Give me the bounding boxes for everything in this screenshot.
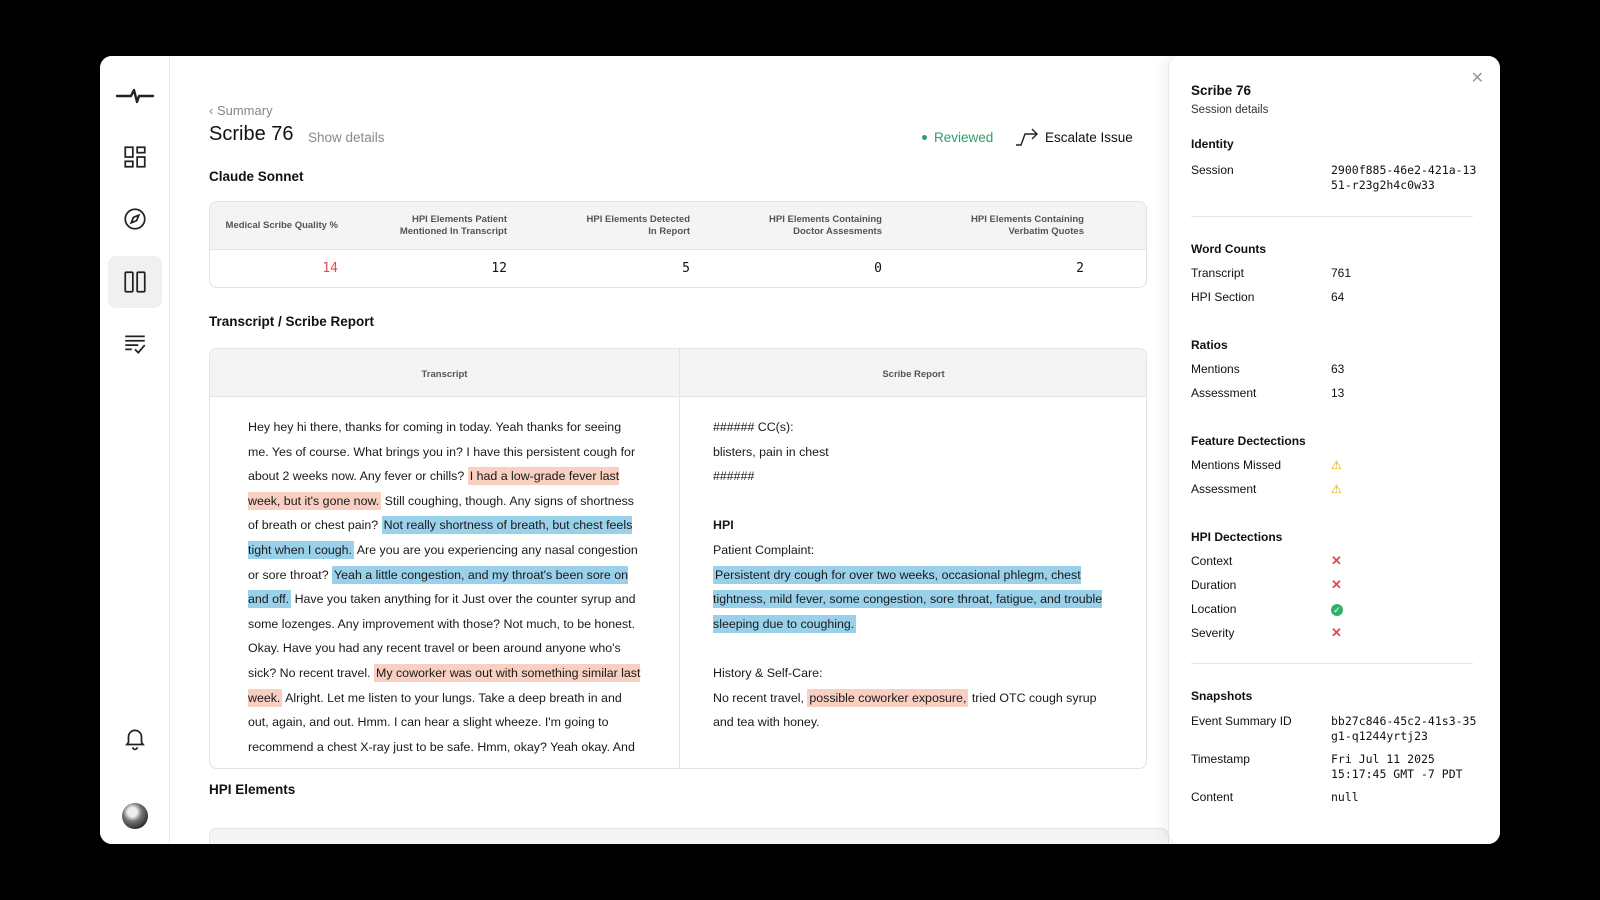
transcript-segment: Still coughing, though. Any signs of shortness of breath or chest pain? bbox=[248, 493, 634, 533]
assessment-ratio-value: 13 bbox=[1331, 386, 1345, 400]
hpi-elements-table bbox=[209, 828, 1169, 844]
report-hpi-heading: HPI bbox=[713, 518, 734, 533]
metrics-header bbox=[210, 202, 1146, 250]
divider bbox=[1191, 216, 1473, 217]
transcript-report-panel bbox=[209, 348, 1147, 769]
event-id-value: bb27c846-45c2-41s3-35g1-q1244yrtj23 bbox=[1331, 714, 1477, 743]
report-history-highlight: possible coworker exposure, bbox=[809, 690, 967, 705]
ratios-heading: Ratios bbox=[1191, 338, 1228, 352]
bell-icon[interactable] bbox=[108, 712, 162, 764]
report-complaint-label: Patient Complaint: bbox=[713, 542, 815, 557]
escalate-button[interactable] bbox=[1015, 128, 1133, 146]
transcript-segment: Are you are you experiencing any nasal congestion or sore throat? bbox=[248, 542, 638, 582]
columns-icon[interactable] bbox=[108, 256, 162, 308]
fail-x-icon: ✕ bbox=[1331, 553, 1342, 568]
metric-value-mentioned: 12 bbox=[491, 261, 507, 276]
column-divider bbox=[679, 349, 680, 768]
sidebar-nav bbox=[100, 56, 170, 844]
column-transcript: Transcript bbox=[421, 369, 468, 380]
page-title: Scribe 76 bbox=[209, 123, 294, 145]
metric-header-assessments: HPI Elements Containing Doctor Assesments bbox=[769, 214, 882, 237]
session-details-panel bbox=[1168, 56, 1500, 844]
escalate-label[interactable]: Escalate Issue bbox=[1045, 129, 1133, 145]
warning-icon: ⚠ bbox=[1331, 458, 1342, 472]
fail-x-icon: ✕ bbox=[1331, 577, 1342, 592]
transcript-highlight: I had a low-grade fever last week, but it's gone now. bbox=[248, 469, 620, 508]
model-section-title: Claude Sonnet bbox=[209, 169, 304, 184]
dashboard-icon[interactable] bbox=[108, 131, 162, 183]
breadcrumb-label[interactable]: Summary bbox=[216, 103, 273, 118]
transcript-count-value: 761 bbox=[1331, 266, 1352, 280]
report-cc-text: blisters, pain in chest bbox=[713, 444, 829, 459]
snapshots-heading: Snapshots bbox=[1191, 689, 1253, 703]
hpi-item-duration: Duration bbox=[1191, 578, 1237, 592]
metric-value-assessments: 0 bbox=[874, 261, 882, 276]
hpi-count-label: HPI Section bbox=[1191, 290, 1255, 304]
main-content bbox=[170, 56, 1170, 844]
status-dot bbox=[922, 135, 927, 140]
fail-x-icon: ✕ bbox=[1331, 625, 1342, 640]
report-complaint-text: Persistent dry cough for over two weeks, occasional phlegm, chest tightness, mild fever, some congestion, sore throat, fatigue, and trouble sleeping due to coughing. bbox=[713, 567, 1103, 631]
app-window bbox=[100, 56, 1500, 844]
transcript-highlight: Yeah a little congestion, and my throat's been sore on and off. bbox=[248, 567, 628, 607]
status-label: Reviewed bbox=[934, 130, 994, 145]
metric-header-detected: HPI Elements Detected In Report bbox=[586, 214, 690, 237]
metric-value-detected: 5 bbox=[682, 261, 690, 276]
assessment-ratio-label: Assessment bbox=[1191, 386, 1257, 400]
compass-icon[interactable] bbox=[108, 193, 162, 245]
panel-subtitle: Session details bbox=[1191, 104, 1269, 116]
mentions-label: Mentions bbox=[1191, 362, 1240, 376]
report-history-text: No recent travel, possible coworker exposure, tried OTC cough syrup and tea with honey. bbox=[713, 690, 1097, 730]
transcript-highlight: My coworker was out with something similar last week. bbox=[248, 665, 641, 705]
hpi-elements-title: HPI Elements bbox=[209, 782, 296, 797]
mentions-missed-label: Mentions Missed bbox=[1191, 458, 1282, 472]
checklist-icon[interactable] bbox=[108, 318, 162, 370]
hpi-item-context: Context bbox=[1191, 554, 1233, 568]
report-cc-end: ###### bbox=[713, 469, 755, 484]
word-counts-heading: Word Counts bbox=[1191, 242, 1267, 256]
logo-icon[interactable] bbox=[108, 70, 162, 122]
report-history-label: History & Self-Care: bbox=[713, 665, 823, 680]
close-icon[interactable]: ✕ bbox=[1470, 70, 1484, 87]
panel-title: Scribe 76 bbox=[1191, 83, 1252, 98]
breadcrumb[interactable]: ‹ Summary bbox=[209, 103, 273, 118]
hpi-detections-heading: HPI Dectections bbox=[1191, 530, 1283, 544]
pass-check-icon: ✓ bbox=[1331, 602, 1343, 617]
status-badge bbox=[922, 130, 993, 145]
feature-assessment-label: Assessment bbox=[1191, 482, 1257, 496]
content-value: null bbox=[1331, 790, 1359, 804]
scribe-report-text bbox=[713, 415, 1113, 735]
metric-header-verbatim: HPI Elements Containing Verbatim Quotes bbox=[971, 214, 1084, 237]
hpi-count-value: 64 bbox=[1331, 290, 1345, 304]
metrics-table bbox=[209, 201, 1147, 288]
transcript-text bbox=[248, 415, 642, 759]
identity-heading: Identity bbox=[1191, 137, 1234, 151]
metric-value-quality: 14 bbox=[322, 261, 338, 276]
session-value: 2900f885-46e2-421a-1351-r23g2h4c0w33 bbox=[1331, 163, 1477, 192]
timestamp-label: Timestamp bbox=[1191, 752, 1250, 766]
hpi-item-location: Location bbox=[1191, 602, 1237, 616]
transcript-segment: Hey hey hi there, thanks for coming in today. Yeah thanks for seeing me. Yes of course. What brings you in? I have this persistent cough for about 2 weeks now. Any fever or chills? bbox=[248, 420, 636, 484]
divider bbox=[1191, 663, 1473, 664]
hpi-item-severity: Severity bbox=[1191, 626, 1235, 640]
feature-heading: Feature Dectections bbox=[1191, 434, 1306, 448]
avatar[interactable] bbox=[122, 803, 148, 829]
metric-header-quality: Medical Scribe Quality % bbox=[225, 220, 338, 231]
transcript-section-title: Transcript / Scribe Report bbox=[209, 314, 375, 329]
metric-value-verbatim: 2 bbox=[1076, 261, 1084, 276]
metric-header-mentioned: HPI Elements Patient Mentioned In Transcript bbox=[399, 214, 507, 237]
report-cc-heading: ###### CC(s): bbox=[713, 420, 794, 434]
transcript-count-label: Transcript bbox=[1191, 266, 1244, 280]
content-label: Content bbox=[1191, 790, 1234, 804]
transcript-segment: Alright. Let me listen to your lungs. Take a deep breath in and out, again, and out. Hmm. I can hear a slight wheeze. I'm going to recommend a chest X-ray just to be safe. Hmm, okay? Yeah okay. And bbox=[248, 690, 635, 754]
mentions-value: 63 bbox=[1331, 362, 1345, 376]
warning-icon: ⚠ bbox=[1331, 482, 1342, 496]
timestamp-value: Fri Jul 11 2025 15:17:45 GMT -7 PDT bbox=[1331, 752, 1463, 781]
metrics-values-row bbox=[210, 250, 1146, 288]
transcript-highlight: Not really shortness of breath, but chest feels tight when I cough. bbox=[248, 518, 633, 557]
session-label: Session bbox=[1191, 163, 1234, 177]
column-scribe-report: Scribe Report bbox=[882, 369, 945, 380]
transcript-segment: Have you taken anything for it Just over the counter syrup and some lozenges. Any improvement with those? Not much, to be honest. Okay. Have you had any recent travel or been around anyone who's sick? No recent travel. bbox=[248, 592, 636, 680]
show-details-link[interactable]: Show details bbox=[308, 130, 385, 145]
escalate-arrow-icon bbox=[1015, 128, 1039, 146]
event-id-label: Event Summary ID bbox=[1191, 714, 1292, 728]
transcript-report-header bbox=[210, 349, 1146, 397]
